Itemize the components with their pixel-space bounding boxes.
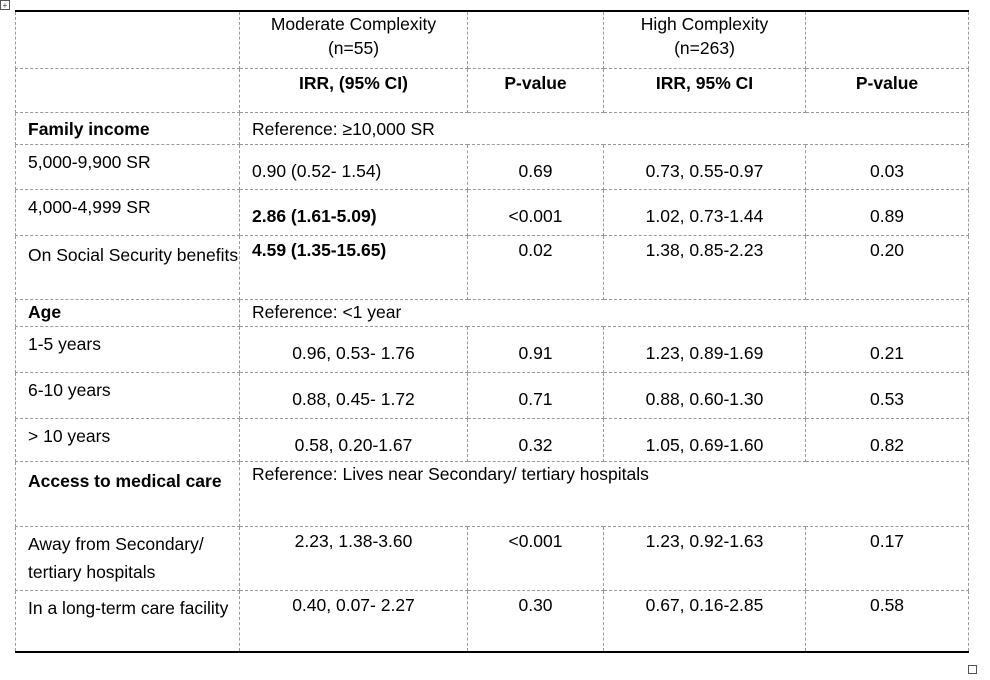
high-irr: 1.38, 0.85-2.23 [604, 235, 806, 299]
moderate-irr: 0.96, 0.53- 1.76 [240, 326, 468, 372]
table-row [16, 590, 969, 652]
high-pvalue: 0.03 [806, 144, 969, 189]
table-move-handle[interactable]: + [0, 0, 10, 10]
row-label: 1-5 years [16, 326, 240, 372]
section-row-income [16, 112, 969, 144]
high-pvalue: 0.82 [806, 418, 969, 461]
section-label-access: Access to medical care [16, 461, 240, 526]
moderate-title: Moderate Complexity [270, 14, 437, 34]
moderate-pvalue: 0.32 [468, 418, 604, 461]
table-row [16, 526, 969, 590]
high-irr: 1.23, 0.92-1.63 [604, 526, 806, 590]
high-irr: 0.73, 0.55-0.97 [604, 144, 806, 189]
high-n: (n=263) [674, 38, 735, 58]
moderate-irr: 2.23, 1.38-3.60 [240, 526, 468, 590]
moderate-pvalue: 0.69 [468, 144, 604, 189]
header-empty-cell [16, 68, 240, 112]
high-pvalue: 0.17 [806, 526, 969, 590]
table-row [16, 372, 969, 418]
moderate-complexity-header [240, 11, 468, 68]
results-table [15, 10, 969, 653]
high-pvalue: 0.89 [806, 189, 969, 235]
moderate-irr: 4.59 (1.35-15.65) [240, 235, 468, 299]
high-irr: 1.23, 0.89-1.69 [604, 326, 806, 372]
high-irr: 1.02, 0.73-1.44 [604, 189, 806, 235]
moderate-irr: 0.88, 0.45- 1.72 [240, 372, 468, 418]
high-irr-header: IRR, 95% CI [604, 68, 806, 112]
high-irr: 0.88, 0.60-1.30 [604, 372, 806, 418]
section-label-income: Family income [16, 112, 240, 144]
table-row [16, 418, 969, 461]
section-row-age [16, 299, 969, 326]
table-row [16, 189, 969, 235]
reference-age: Reference: <1 year [240, 299, 969, 326]
high-complexity-header [604, 11, 806, 68]
header-empty-cell [16, 11, 240, 68]
moderate-pvalue: 0.71 [468, 372, 604, 418]
header-empty-cell [468, 11, 604, 68]
moderate-irr: 0.58, 0.20-1.67 [240, 418, 468, 461]
table-resize-handle[interactable] [968, 665, 977, 674]
section-row-access [16, 461, 969, 526]
header-row-titles [16, 11, 969, 68]
moderate-pvalue: <0.001 [468, 189, 604, 235]
moderate-pvalue: 0.30 [468, 590, 604, 652]
table-row [16, 326, 969, 372]
moderate-n: (n=55) [327, 38, 380, 58]
section-label-age: Age [16, 299, 240, 326]
high-pvalue: 0.21 [806, 326, 969, 372]
moderate-pvalue-header: P-value [468, 68, 604, 112]
row-label: On Social Security benefits [16, 235, 240, 299]
moderate-irr-header: IRR, (95% CI) [240, 68, 468, 112]
moderate-pvalue: 0.91 [468, 326, 604, 372]
header-row-columns [16, 68, 969, 112]
high-pvalue: 0.58 [806, 590, 969, 652]
high-irr: 0.67, 0.16-2.85 [604, 590, 806, 652]
row-label: In a long-term care facility [16, 590, 240, 652]
moderate-pvalue: 0.02 [468, 235, 604, 299]
high-irr: 1.05, 0.69-1.60 [604, 418, 806, 461]
high-pvalue: 0.53 [806, 372, 969, 418]
row-label: 4,000-4,999 SR [16, 189, 240, 235]
high-title: High Complexity [640, 14, 769, 34]
row-label: 6-10 years [16, 372, 240, 418]
row-label: Away from Secondary/ tertiary hospitals [16, 526, 240, 590]
moderate-irr: 0.90 (0.52- 1.54) [240, 144, 468, 189]
reference-income: Reference: ≥10,000 SR [240, 112, 969, 144]
moderate-pvalue: <0.001 [468, 526, 604, 590]
high-pvalue: 0.20 [806, 235, 969, 299]
table-row [16, 144, 969, 189]
row-label: 5,000-9,900 SR [16, 144, 240, 189]
reference-access: Reference: Lives near Secondary/ tertiary hospitals [240, 461, 969, 526]
moderate-irr: 0.40, 0.07- 2.27 [240, 590, 468, 652]
moderate-irr: 2.86 (1.61-5.09) [240, 189, 468, 235]
header-empty-cell [806, 11, 969, 68]
table-row [16, 235, 969, 299]
row-label: > 10 years [16, 418, 240, 461]
high-pvalue-header: P-value [806, 68, 969, 112]
